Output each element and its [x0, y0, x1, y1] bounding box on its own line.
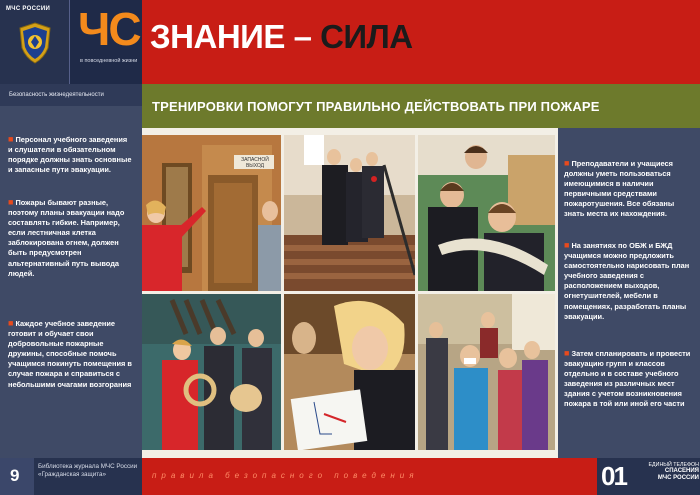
- magazine-logo: ЧС: [78, 3, 140, 55]
- exit-sign-text: ЗАПАСНОЙ ВЫХОД: [241, 157, 269, 169]
- photo-fire-brigade: [142, 294, 281, 450]
- slogan-text: правила безопасного поведения: [152, 471, 419, 480]
- page-title: ЗНАНИЕ – СИЛА: [150, 18, 413, 55]
- hotline-number: 01: [601, 461, 626, 491]
- magazine-subtitle: в повседневной жизни: [80, 58, 138, 64]
- photo-drawing-plan: [284, 294, 415, 450]
- photo-hose-training: [418, 135, 555, 291]
- right-paragraph-1: ■ Преподаватели и учащиеся должны уметь пользоваться имеющимися в наличии первичными средствами пожаротушения. Все обязаны знать места их нахождения.: [564, 158, 675, 219]
- right-paragraph-2: ■ На занятиях по ОБЖ и БЖД учащимся можно предложить самостоятельно нарисовать план учебного заведения с расположением выходов, огнетушителей, мебели в помещениях, разработать планы эвакуации.: [564, 240, 690, 321]
- left-paragraph-1: ■ Персонал учебного заведения и слушатели в обязательном порядке должны знать основные и запасные пути эвакуации.: [8, 134, 132, 175]
- page-number: 9: [10, 466, 20, 485]
- photo-exit-door: [142, 135, 281, 291]
- photo-stairs: [284, 135, 415, 291]
- org-label: МЧС РОССИИ: [6, 6, 51, 12]
- left-paragraph-2: ■ Пожары бывают разные, поэтому планы эвакуации надо составлять гибкие. Например, если лестничная клетка заблокирована огнем, должен быть предусмотрен альтернативный путь вывода людей.: [8, 197, 125, 278]
- mchs-emblem-icon: [18, 22, 52, 64]
- hotline-label: ЕДИНЫЙ ТЕЛЕФОН СПАСЕНИЯ МЧС РОССИИ: [648, 462, 699, 481]
- left-paragraph-3: ■ Каждое учебное заведение готовит и обучает свои добровольные пожарные дружины, способные помочь учащимся покинуть помещения в случае пожара и справиться с небольшими очагами возгорания: [8, 318, 132, 389]
- section-label: Безопасность жизнедеятельности: [9, 92, 104, 98]
- page-subtitle: ТРЕНИРОВКИ ПОМОГУТ ПРАВИЛЬНО ДЕЙСТВОВАТЬ ПРИ ПОЖАРЕ: [152, 99, 600, 114]
- right-paragraph-3: ■ Затем спланировать и провести эвакуацию групп и классов отдельно и в составе учебного заведения из различных мест здания с учетом возникновения пожара в той или иной его части: [564, 348, 691, 409]
- photo-evacuation: [418, 294, 555, 450]
- library-credit: Библиотека журнала МЧС России «Гражданская защита»: [38, 463, 138, 478]
